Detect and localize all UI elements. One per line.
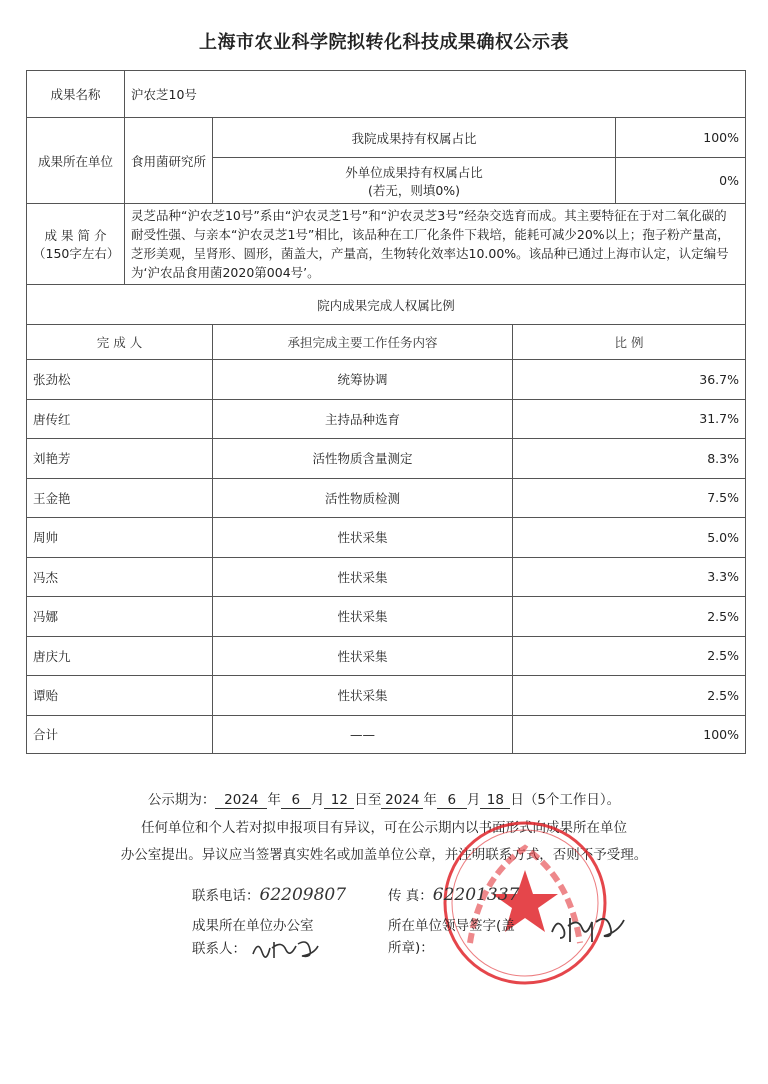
office-contact-block [192,936,320,962]
contributor-ratio: 31.7% [513,399,746,439]
summary-label-cell [27,204,125,285]
leader-signature-icon [548,908,628,948]
month-char-2: 月 [466,792,481,808]
period-suffix: 日（5个工作日）。 [510,792,621,808]
contributor-task: 统筹协调 [213,360,513,400]
notice-line-3: 办公室提出。异议应当签署真实姓名或加盖单位公章，并注明联系方式，否则不予受理。 [120,847,648,863]
end-month: 6 [437,792,467,809]
col-header-person: 完 成 人 [27,325,213,360]
table-row [27,399,746,439]
total-label: 合计 [27,715,213,753]
contributor-task: 活性物质含量测定 [213,439,513,479]
col-header-ratio: 比 例 [513,325,746,360]
office-contact-label-2: 联系人： [192,941,246,957]
contributor-task: 性状采集 [213,676,513,716]
phone-value: 62209807 [259,885,347,905]
contributor-ratio: 5.0% [513,518,746,558]
table-row [27,557,746,597]
external-share-note: (若无，则填0%) [367,182,461,198]
external-share-value: 0% [616,158,746,204]
contributor-name: 冯杰 [27,557,213,597]
disclosure-form-table [26,70,746,754]
table-row [27,597,746,637]
notice-line-2: 任何单位和个人若对拟申报项目有异议，可在公示期内以书面形式向成果所在单位 [141,820,627,836]
phone-block [192,884,346,905]
contact-signature-icon [250,936,320,962]
contributor-name: 唐庆九 [27,636,213,676]
contributor-name: 王金艳 [27,478,213,518]
contributor-name: 谭贻 [27,676,213,716]
contributor-ratio: 7.5% [513,478,746,518]
external-share-label: 外单位成果持有权属占比 [345,164,483,180]
contributor-ratio: 2.5% [513,597,746,637]
total-ratio: 100% [513,715,746,753]
contributor-ratio: 3.3% [513,557,746,597]
contributor-ratio: 36.7% [513,360,746,400]
unit-value: 食用菌研究所 [125,118,213,204]
fax-value: 62201337 [432,885,520,905]
own-share-value: 100% [616,118,746,158]
leader-label-2: 所章)： [388,940,434,956]
table-row [27,636,746,676]
table-row [27,360,746,400]
contributor-name: 张劲松 [27,360,213,400]
contributor-name: 冯娜 [27,597,213,637]
table-row [27,478,746,518]
start-year: 2024 [215,792,267,809]
table-row [27,439,746,479]
month-char-1: 月 [310,792,325,808]
contributor-name: 唐传红 [27,399,213,439]
table-row [27,518,746,558]
total-task: —— [213,715,513,753]
contributor-rows [27,360,746,716]
achievement-name-value: 沪农芝10号 [125,71,746,118]
achievement-name-label: 成果名称 [27,71,125,118]
table-row [27,676,746,716]
year-char-2: 年 [423,792,437,808]
page-title: 上海市农业科学院拟转化科技成果确权公示表 [199,32,569,53]
contributor-task: 性状采集 [213,518,513,558]
contributor-name: 周帅 [27,518,213,558]
contributor-name: 刘艳芳 [27,439,213,479]
summary-label: 成 果 简 介 [44,228,107,243]
contributors-section-title: 院内成果完成人权属比例 [27,285,746,325]
to-text: 日至 [354,792,382,808]
end-day: 18 [480,792,510,809]
own-share-label: 我院成果持有权属占比 [213,118,616,158]
leader-label-1: 所在单位领导签字(盖 [388,918,515,934]
notice-period [0,788,768,809]
summary-text: 灵芝品种“沪农芝10号”系由“沪农灵芝1号”和“沪农灵芝3号”经杂交选育而成。其主要特征在于对二氧化碳的耐受性强、与亲本“沪农灵芝1号”相比，该品种在工厂化条件下栽培，能耗可减少20%以上；孢子粉产量高，芝形美观，呈肾形、圆形，菌盖大，产量高，生物转化效率达10.00%。该品种已通过上海市认定，认定编号为‘沪农品食用菌2020第004号’。 [125,204,746,285]
contributor-task: 活性物质检测 [213,478,513,518]
contributor-ratio: 2.5% [513,676,746,716]
fax-block [388,884,519,905]
contributor-task: 主持品种选育 [213,399,513,439]
contributor-task: 性状采集 [213,636,513,676]
contributor-ratio: 2.5% [513,636,746,676]
end-year: 2024 [381,792,423,809]
col-header-task: 承担完成主要工作任务内容 [213,325,513,360]
office-contact-label-1: 成果所在单位办公室 [192,918,314,934]
period-prefix: 公示期为： [147,792,216,808]
contributor-ratio: 8.3% [513,439,746,479]
summary-label-note: （150字左右） [33,246,120,261]
contributor-task: 性状采集 [213,557,513,597]
year-char-1: 年 [267,792,281,808]
contributor-task: 性状采集 [213,597,513,637]
unit-label: 成果所在单位 [27,118,125,204]
start-month: 6 [281,792,311,809]
fax-label: 传 真： [388,888,433,904]
start-day: 12 [324,792,354,809]
external-share-cell [213,158,616,204]
phone-label: 联系电话： [192,888,260,904]
